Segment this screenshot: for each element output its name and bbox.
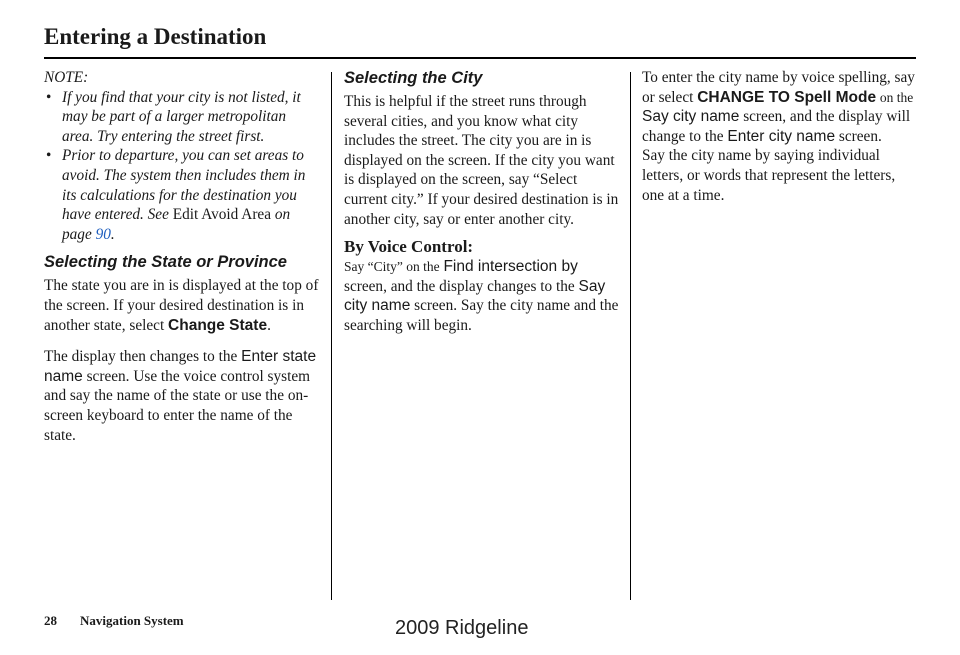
note-label: NOTE: [44,69,89,86]
paragraph: To enter the city name by voice spelling, say or select CHANGE TO Spell Mode on the Say city name screen, and the display will change to the Enter city name screen. [642,69,915,145]
title-rule [44,57,916,59]
screen-reference: Enter state name [44,348,317,385]
note-text: Prior to departure, you can set areas to avoid. The system then includes them in its calculations for the destination you have entered. See [62,147,306,224]
note-item: • Prior to departure, you can set areas to avoid. The system then includes them in its calculations for the destination you have entered. See Edit Avoid Area on page 90. [44,146,320,244]
note-text: on page [62,206,291,243]
column-left [44,68,320,445]
paragraph: The state you are in is displayed at the top of the screen. If your desired destination is in another state, select Change State. [44,277,319,334]
reference-title: Edit Avoid Area [172,206,271,224]
page-link[interactable]: 90 [95,225,111,243]
note-item [44,88,320,147]
section-heading: Selecting the City [344,69,483,87]
page-number: 28 [44,613,57,628]
watermark: 2009 Ridgeline [395,617,529,639]
column-divider [331,72,332,600]
paragraph: Say the city name by saying individual letters, or words that represent the letters, one at a time. [642,147,896,204]
paragraph: Say “City” on the Find intersection by screen, and the display changes to the Say city name screen. Say the city name and the searching will begin. [344,258,619,334]
button-reference: CHANGE TO Spell Mode [697,88,877,106]
screen-reference: Enter city name [727,127,836,145]
footer-label: Navigation System [80,613,184,628]
paragraph: This is helpful if the street runs through several cities, and you know what city includes the street. The city you are in is displayed on the screen. If the city you want is displayed on the screen, say “Select current city.” If your desired destination is in another city, say or enter another city. [344,93,619,228]
screen-reference: Say city name [642,108,740,126]
column-divider [630,72,631,600]
note-text: If you find that your city is not listed, it may be part of a larger metropolitan area. Try entering the street first. [62,88,301,145]
column-right [642,68,918,205]
paragraph: The display then changes to the Enter state name screen. Use the voice control system and say the name of the state or use the on-screen keyboard to enter the name of the state. [44,348,317,444]
button-reference: Change State [168,316,268,334]
note-list [44,88,320,245]
section-heading: Selecting the State or Province [44,253,287,272]
subsection-heading: By Voice Control: [344,237,474,257]
screen-reference: Say city name [344,277,606,315]
screen-reference: Find intersection by [443,258,578,276]
column-middle [344,68,620,336]
page-title: Entering a Destination [44,24,267,49]
